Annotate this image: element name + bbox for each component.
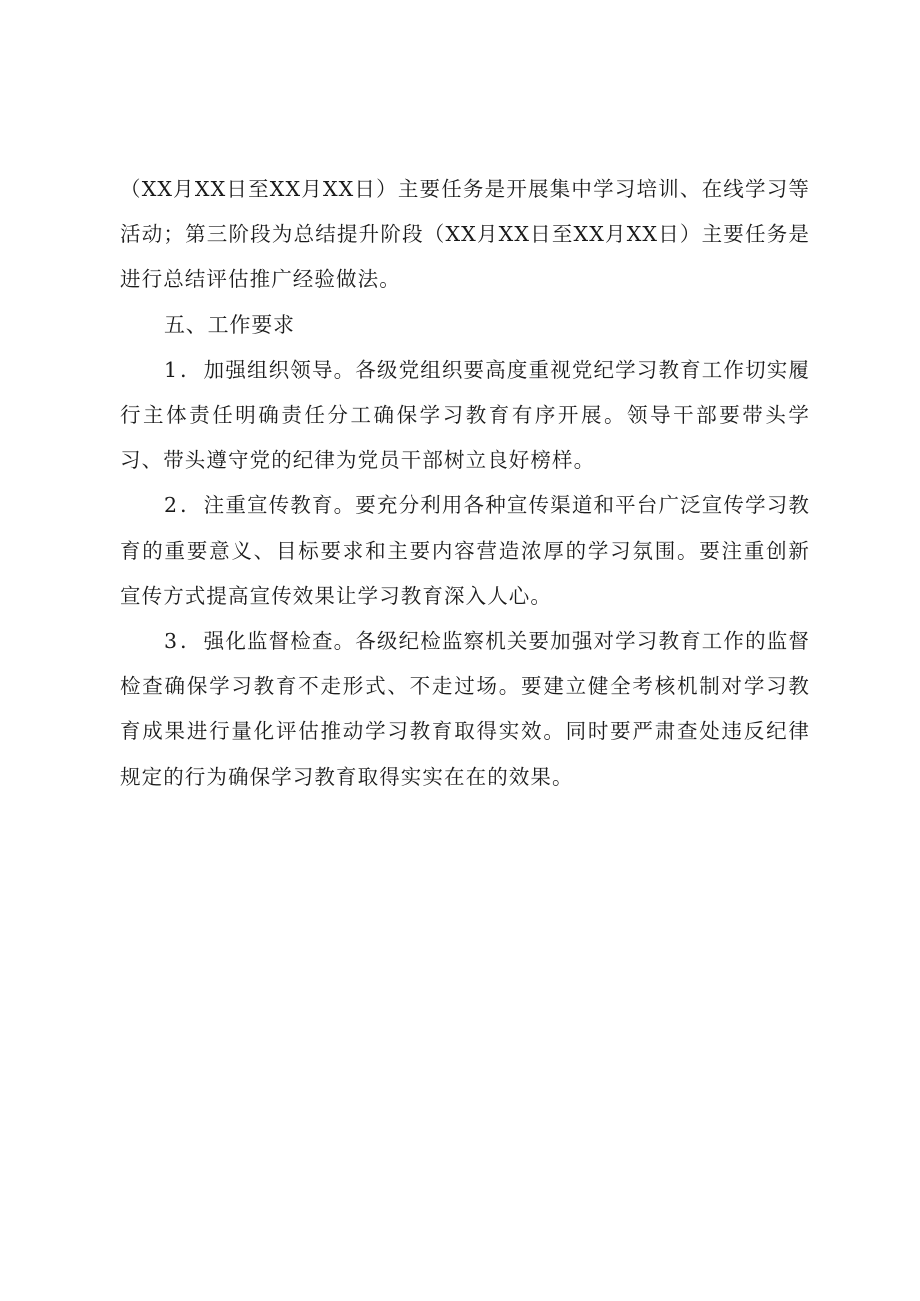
item-text: 加强组织领导。各级党组织要高度重视党纪学习教育工作切实履行主体责任明确责任分工确保学习教育有序开展。领导干部要带头学习、带头遵守党的纪律为党员干部树立良好榜样。 (120, 357, 810, 473)
requirement-item-1 (120, 348, 810, 484)
requirement-item-2 (120, 483, 810, 619)
continued-paragraph: （XX月XX日至XX月XX日）主要任务是开展集中学习培训、在线学习等活动；第三阶段为总结提升阶段（XX月XX日至XX月XX日）主要任务是进行总结评估推广经验做法。 (120, 177, 810, 292)
item-number: 2． (164, 493, 204, 518)
requirement-item-3 (120, 619, 810, 800)
item-number: 1． (164, 357, 204, 382)
item-number: 3． (164, 629, 204, 654)
document-body (120, 167, 810, 800)
item-text: 注重宣传教育。要充分利用各种宣传渠道和平台广泛宣传学习教育的重要意义、目标要求和主要内容营造浓厚的学习氛围。要注重创新宣传方式提高宣传效果让学习教育深入人心。 (120, 493, 810, 608)
item-text: 强化监督检查。各级纪检监察机关要加强对学习教育工作的监督检查确保学习教育不走形式、不走过场。要建立健全考核机制对学习教育成果进行量化评估推动学习教育取得实效。同时要严肃查处违反纪律规定的行为确保学习教育取得实实在在的效果。 (120, 629, 810, 789)
section-heading: 五、工作要求 (164, 312, 295, 337)
